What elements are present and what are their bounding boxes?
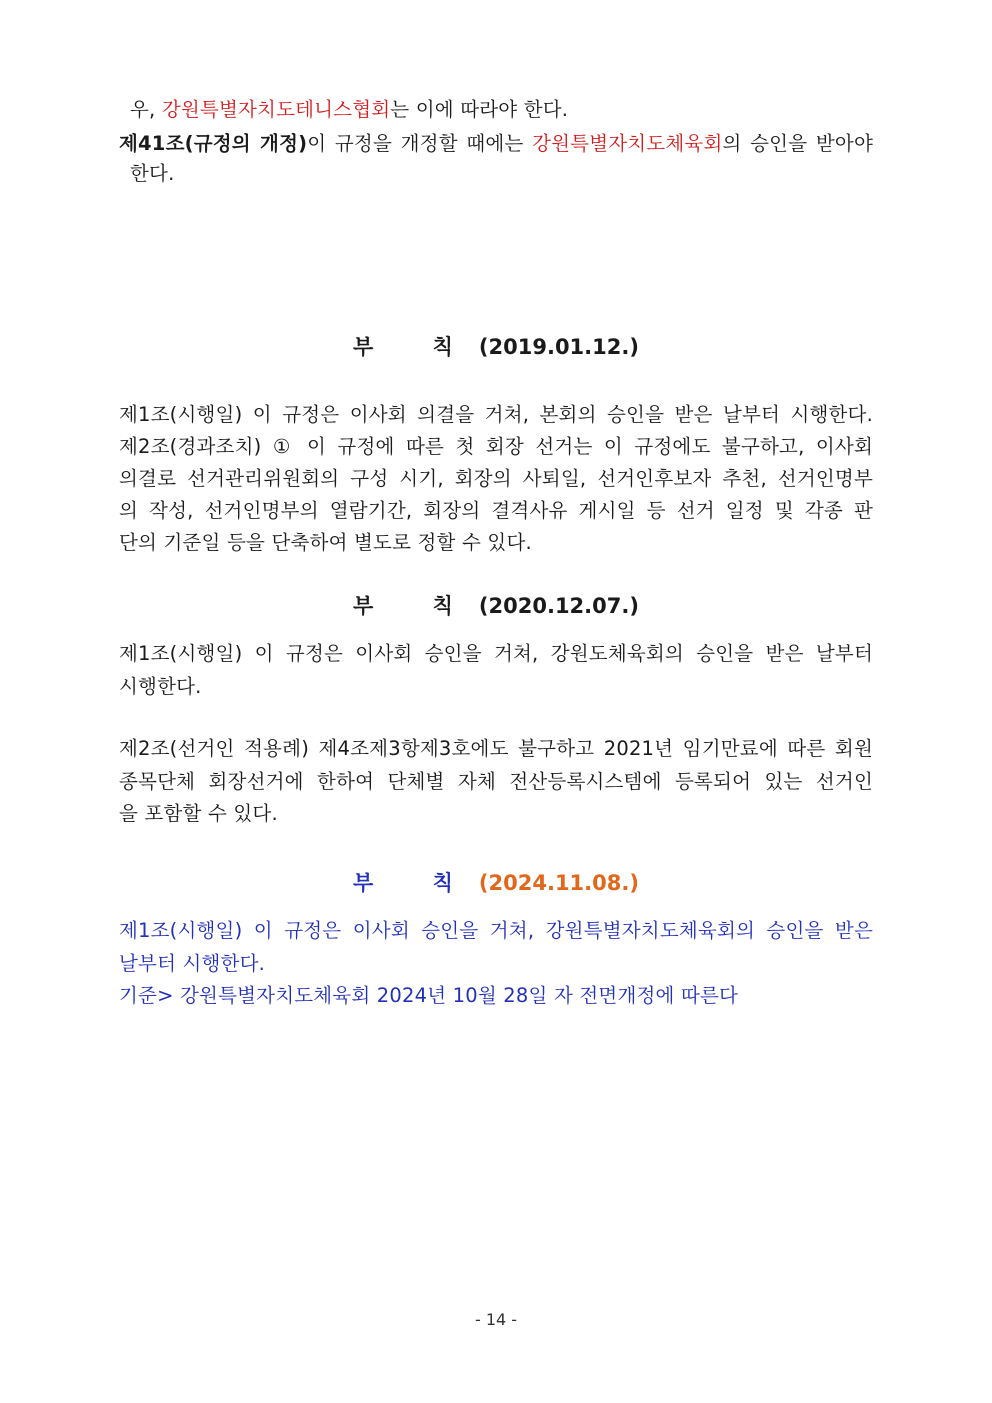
article41-text-a: 이 규정을 개정할 때에는 — [307, 132, 533, 155]
addendum-2019-label: 부 칙 — [353, 335, 479, 359]
addendum-2019-line — [119, 494, 873, 527]
article41-text-b: 의 승인을 받아야 — [722, 132, 873, 155]
addendum-2020-line — [119, 797, 873, 830]
addendum-2019-text: 제1조(시행일) 이 규정은 이사회 의결을 거쳐, 본회의 승인을 받은 날부터 시행한다. — [119, 403, 873, 426]
article40-prefix: 우, — [130, 98, 162, 121]
article40-last-line — [130, 93, 884, 126]
addendum-2020-text: 을 포함할 수 있다. — [119, 802, 278, 825]
addendum-2019-line — [119, 430, 873, 463]
addendum-2020-text: 종목단체 회장선거에 한하여 단체별 자체 전산등록시스템에 등록되어 있는 선거인 — [119, 770, 873, 793]
addendum-2019-text: 의결로 선거관리위원회의 구성 시기, 회장의 사퇴일, 선거인후보자 추천, 선거인명부 — [119, 467, 873, 490]
org-name-sports: 강원특별자치도체육회 — [532, 132, 723, 155]
addendum-2024-line — [119, 914, 873, 947]
addendum-2020-date: (2020.12.07.) — [478, 594, 639, 618]
article40-suffix: 는 이에 따라야 한다. — [390, 98, 569, 121]
addendum-2024-line — [119, 947, 873, 980]
addendum-2024-date: (2024.11.08.) — [478, 871, 639, 895]
addendum-2020-label: 부 칙 — [353, 594, 479, 618]
article41-text-c: 한다. — [130, 162, 175, 185]
addendum-2019-line — [119, 526, 873, 559]
addendum-2024-heading — [0, 868, 992, 898]
article41-line1 — [119, 127, 873, 160]
addendum-2020-text: 시행한다. — [119, 675, 202, 698]
org-name-tennis: 강원특별자치도테니스협회 — [161, 98, 391, 121]
addendum-2020-line — [119, 670, 873, 703]
addendum-2024-label: 부 칙 — [353, 871, 479, 895]
addendum-2020-text: 제1조(시행일) 이 규정은 이사회 승인을 거쳐, 강원도체육회의 승인을 받은 날부터 — [119, 642, 873, 665]
addendum-2020-text: 제2조(선거인 적용례) 제4조제3항제3호에도 불구하고 2021년 임기만료에 따른 회원 — [119, 737, 873, 760]
addendum-2019-text: 의 작성, 선거인명부의 열람기간, 회장의 결격사유 게시일 등 선거 일정 및 각종 판 — [119, 499, 873, 522]
article41-title: 제41조(규정의 개정) — [119, 132, 308, 155]
addendum-2019-line — [119, 462, 873, 495]
addendum-2019-date: (2019.01.12.) — [478, 335, 639, 359]
addendum-2019-line — [119, 398, 873, 431]
addendum-2020-line — [119, 637, 873, 670]
addendum-2020-line — [119, 765, 873, 798]
addendum-2019-text: 단의 기준일 등을 단축하여 별도로 정할 수 있다. — [119, 531, 532, 554]
addendum-2024-text: 기준> 강원특별자치도체육회 2024년 10월 28일 자 전면개정에 따른다 — [119, 984, 739, 1007]
article41-line2 — [130, 157, 884, 190]
addendum-2020-line — [119, 732, 873, 765]
addendum-2024-text: 제1조(시행일) 이 규정은 이사회 승인을 거쳐, 강원특별자치도체육회의 승인을 받은 — [119, 919, 873, 942]
addendum-2020-heading — [0, 591, 992, 621]
addendum-2024-line — [119, 979, 873, 1012]
addendum-2019-heading — [0, 332, 992, 362]
addendum-2019-text: 제2조(경과조치) ① 이 규정에 따른 첫 회장 선거는 이 규정에도 불구하고, 이사회 — [119, 435, 873, 458]
page-number: - 14 - — [474, 1310, 518, 1329]
addendum-2024-text: 날부터 시행한다. — [119, 952, 266, 975]
